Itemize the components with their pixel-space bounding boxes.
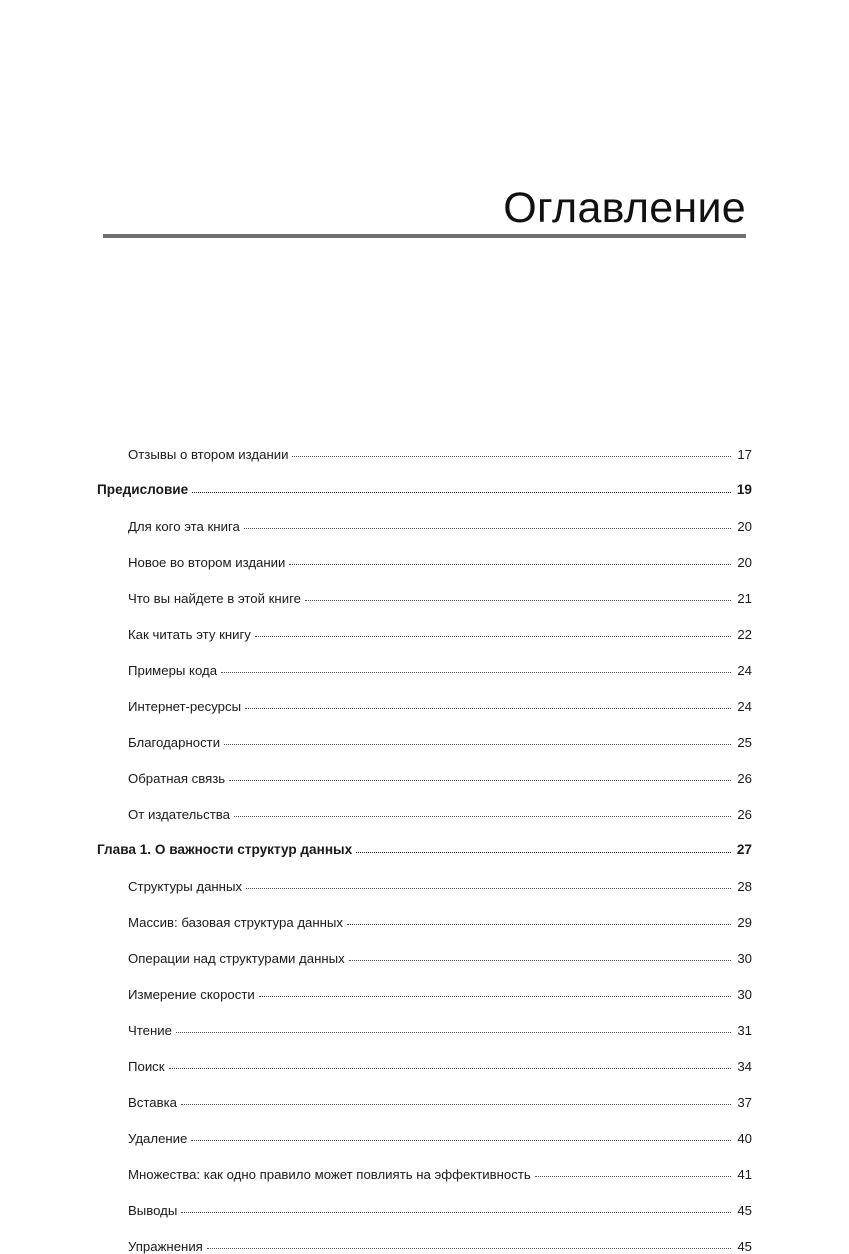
toc-entry-page-number: 24	[737, 698, 752, 714]
toc-entry-page-number: 27	[736, 842, 752, 858]
toc-leader-dots	[221, 663, 731, 676]
toc-entry-page-number: 25	[737, 734, 752, 750]
toc-entry-page-number: 40	[737, 1130, 752, 1146]
toc-leader-dots	[207, 1239, 731, 1252]
toc-entry-label: Вставка	[128, 1094, 178, 1110]
toc-entry[interactable]	[97, 893, 752, 929]
toc-entry[interactable]	[97, 821, 752, 857]
toc-entry-label: Интернет-ресурсы	[128, 698, 242, 714]
toc-leader-dots	[305, 591, 731, 604]
toc-entry-page-number: 26	[737, 806, 752, 822]
toc-entry-page-number: 21	[737, 590, 752, 606]
toc-entry-page-number: 26	[737, 770, 752, 786]
toc-leader-dots	[234, 807, 731, 820]
toc-entry[interactable]	[97, 1145, 752, 1181]
toc-entry[interactable]	[97, 533, 752, 569]
toc-leader-dots	[292, 447, 731, 460]
toc-entry[interactable]	[97, 569, 752, 605]
toc-entry-page-number: 22	[737, 626, 752, 642]
toc-entry-page-number: 28	[737, 878, 752, 894]
page-title-block	[0, 186, 746, 231]
toc-leader-dots	[255, 627, 731, 640]
toc-entry-label: Обратная связь	[128, 770, 226, 786]
toc-entry-label: Удаление	[128, 1130, 188, 1146]
toc-leader-dots	[347, 915, 731, 928]
toc-entry-label: Для кого эта книга	[128, 518, 240, 534]
toc-entry-page-number: 20	[737, 554, 752, 570]
toc-entry-page-number: 45	[737, 1202, 752, 1218]
toc-entry-label: Как читать эту книгу	[128, 626, 251, 642]
toc-entry[interactable]	[97, 1037, 752, 1073]
toc-entry[interactable]	[97, 497, 752, 533]
toc-entry-label: Новое во втором издании	[128, 554, 286, 570]
table-of-contents	[97, 425, 752, 1253]
toc-leader-dots	[259, 987, 731, 1000]
toc-entry[interactable]	[97, 1109, 752, 1145]
toc-entry-page-number: 37	[737, 1094, 752, 1110]
toc-entry-page-number: 17	[737, 446, 752, 462]
toc-leader-dots	[191, 1131, 731, 1144]
toc-entry-label: Отзывы о втором издании	[128, 446, 289, 462]
toc-entry[interactable]	[97, 785, 752, 821]
toc-leader-dots	[245, 699, 731, 712]
toc-entry-page-number: 29	[737, 914, 752, 930]
toc-entry[interactable]	[97, 677, 752, 713]
toc-entry[interactable]	[97, 641, 752, 677]
toc-leader-dots	[181, 1095, 731, 1108]
toc-entry-label: Благодарности	[128, 734, 221, 750]
toc-entry-label: Примеры кода	[128, 662, 218, 678]
toc-entry-label: Что вы найдете в этой книге	[128, 590, 301, 606]
toc-entry-label: От издательства	[128, 806, 231, 822]
toc-entry-label: Измерение скорости	[128, 986, 255, 1002]
toc-entry-page-number: 31	[737, 1022, 752, 1038]
toc-leader-dots	[169, 1059, 731, 1072]
toc-entry[interactable]	[97, 929, 752, 965]
toc-entry[interactable]	[97, 1181, 752, 1217]
toc-entry[interactable]	[97, 857, 752, 893]
toc-entry-label: Упражнения	[128, 1238, 203, 1254]
toc-entry-label: Множества: как одно правило может повлиять на эффективность	[128, 1166, 531, 1182]
toc-entry-label: Структуры данных	[128, 878, 243, 894]
toc-entry-page-number: 20	[737, 518, 752, 534]
toc-leader-dots	[535, 1167, 731, 1180]
toc-entry-page-number: 41	[737, 1166, 752, 1182]
toc-entry-page-number: 34	[737, 1058, 752, 1074]
toc-leader-dots	[289, 555, 731, 568]
toc-leader-dots	[176, 1023, 731, 1036]
page-title: Оглавление	[503, 184, 746, 232]
toc-entry[interactable]	[97, 965, 752, 1001]
toc-entry-label: Чтение	[128, 1022, 172, 1038]
toc-entry-page-number: 45	[737, 1238, 752, 1254]
toc-leader-dots	[181, 1203, 731, 1216]
toc-leader-dots	[224, 735, 731, 748]
toc-entry-label: Массив: базовая структура данных	[128, 914, 343, 930]
toc-leader-dots	[244, 519, 731, 532]
toc-entry-label: Поиск	[128, 1058, 165, 1074]
toc-leader-dots	[246, 879, 731, 892]
toc-entry[interactable]	[97, 605, 752, 641]
toc-entry-page-number: 30	[737, 986, 752, 1002]
toc-entry[interactable]	[97, 1217, 752, 1253]
toc-entry-page-number: 24	[737, 662, 752, 678]
toc-entry[interactable]	[97, 1073, 752, 1109]
toc-entry[interactable]	[97, 749, 752, 785]
toc-entry-page-number: 30	[737, 950, 752, 966]
toc-leader-dots	[192, 483, 731, 496]
toc-entry-label: Операции над структурами данных	[128, 950, 345, 966]
toc-entry-label: Выводы	[128, 1202, 178, 1218]
toc-entry[interactable]	[97, 425, 752, 461]
toc-entry[interactable]	[97, 1001, 752, 1037]
toc-entry-label: Предисловие	[97, 482, 189, 498]
toc-entry-label: Глава 1. О важности структур данных	[97, 842, 353, 858]
toc-entry-page-number: 19	[736, 482, 752, 498]
toc-entry[interactable]	[97, 461, 752, 497]
toc-leader-dots	[349, 951, 731, 964]
toc-leader-dots	[229, 771, 731, 784]
title-divider	[103, 234, 746, 238]
toc-entry[interactable]	[97, 713, 752, 749]
toc-leader-dots	[356, 843, 731, 856]
